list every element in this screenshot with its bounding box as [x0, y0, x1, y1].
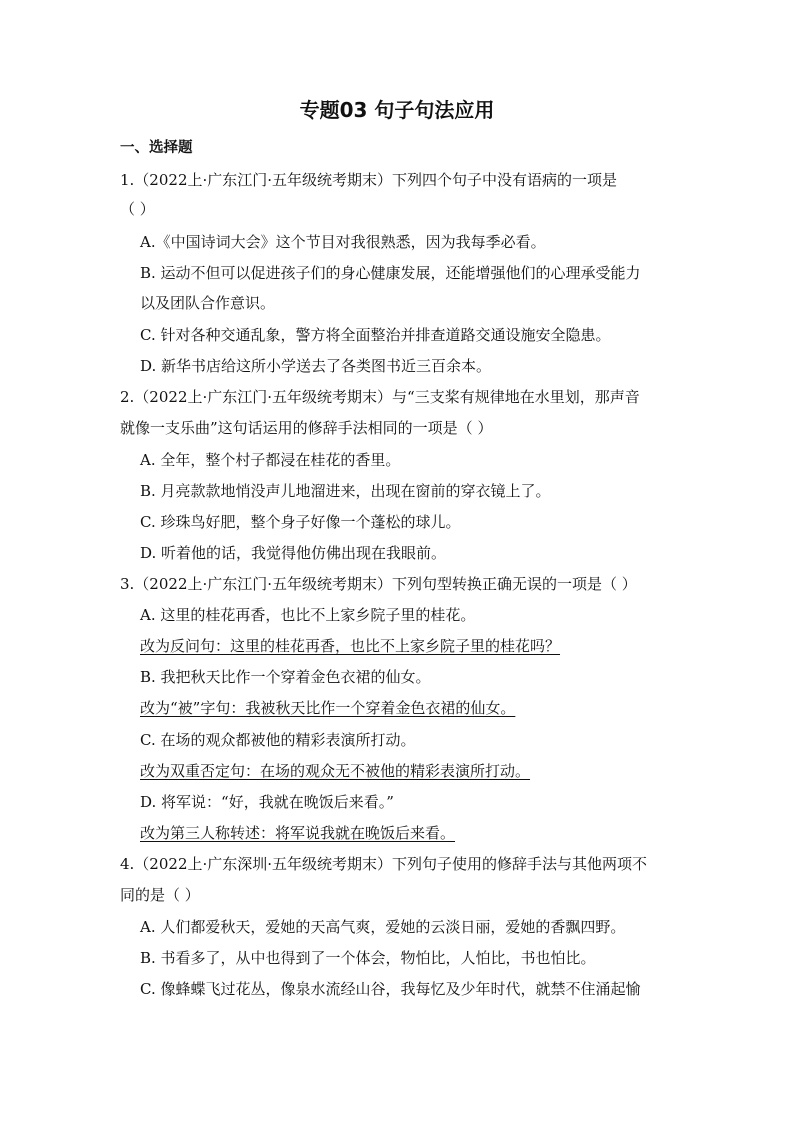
question-1-option-b-cont: 以及团队合作意识。 — [140, 294, 276, 312]
question-2-stem: 2.（2022上·广东江门·五年级统考期末）与“三支桨有规律地在水里划，那声音 — [120, 388, 640, 406]
question-2-stem-cont: 就像一支乐曲”这句话运用的修辞手法相同的一项是（ ） — [120, 419, 493, 437]
question-1-option-a: A.《中国诗词大会》这个节目对我很熟悉，因为我每季必看。 — [140, 233, 546, 251]
question-4-option-c: C. 像蜂蝶飞过花丛，像泉水流经山谷，我每忆及少年时代，就禁不住涌起愉 — [140, 980, 641, 998]
question-3-option-a: A. 这里的桂花再香，也比不上家乡院子里的桂花。 — [140, 606, 476, 624]
question-2-option-b: B. 月亮款款地悄没声儿地溜进来，出现在窗前的穿衣镜上了。 — [140, 482, 551, 500]
page-title: 专题03 句子句法应用 — [299, 98, 495, 122]
question-1-stem-cont: （ ） — [120, 200, 155, 218]
question-2-option-a: A. 全年，整个村子都浸在桂花的香里。 — [140, 451, 401, 469]
question-4-stem-cont: 同的是（ ） — [120, 886, 200, 904]
section-heading: 一、选择题 — [120, 140, 193, 156]
question-1-option-d: D. 新华书店给这所小学送去了各类图书近三百余本。 — [140, 357, 492, 375]
question-3-option-d-answer: 改为第三人称转述：将军说我就在晚饭后来看。 — [140, 824, 456, 842]
question-3-stem: 3.（2022上·广东江门·五年级统考期末）下列句型转换正确无误的一项是（ ） — [120, 575, 637, 593]
question-3-option-c-answer: 改为双重否定句：在场的观众无不被他的精彩表演所打动。 — [140, 762, 531, 780]
question-1-option-c: C. 针对各种交通乱象，警方将全面整治并排查道路交通设施安全隐患。 — [140, 326, 611, 344]
question-1-stem: 1.（2022上·广东江门·五年级统考期末）下列四个句子中没有语病的一项是 — [120, 171, 618, 189]
question-3-option-b: B. 我把秋天比作一个穿着金色衣裙的仙女。 — [140, 668, 431, 686]
question-2-option-c: C. 珍珠鸟好肥，整个身子好像一个蓬松的球儿。 — [140, 513, 461, 531]
question-3-option-b-answer: 改为“被”字句：我被秋天比作一个穿着金色衣裙的仙女。 — [140, 699, 516, 717]
question-3-option-d: D. 将军说：“好，我就在晚饭后来看。” — [140, 793, 394, 811]
question-4-stem: 4.（2022上·广东深圳·五年级统考期末）下列句子使用的修辞手法与其他两项不 — [120, 855, 648, 873]
question-4-option-a: A. 人们都爱秋天，爱她的天高气爽，爱她的云淡日丽，爱她的香飘四野。 — [140, 918, 626, 936]
question-2-option-d: D. 听着他的话，我觉得他仿佛出现在我眼前。 — [140, 544, 447, 562]
question-3-option-a-answer: 改为反问句：这里的桂花再香，也比不上家乡院子里的桂花吗？ — [140, 637, 561, 655]
question-4-option-b: B. 书看多了，从中也得到了一个体会，物怕比，人怕比，书也怕比。 — [140, 949, 596, 967]
question-1-option-b: B. 运动不但可以促进孩子们的身心健康发展，还能增强他们的心理承受能力 — [140, 264, 641, 282]
question-3-option-c: C. 在场的观众都被他的精彩表演所打动。 — [140, 731, 416, 749]
